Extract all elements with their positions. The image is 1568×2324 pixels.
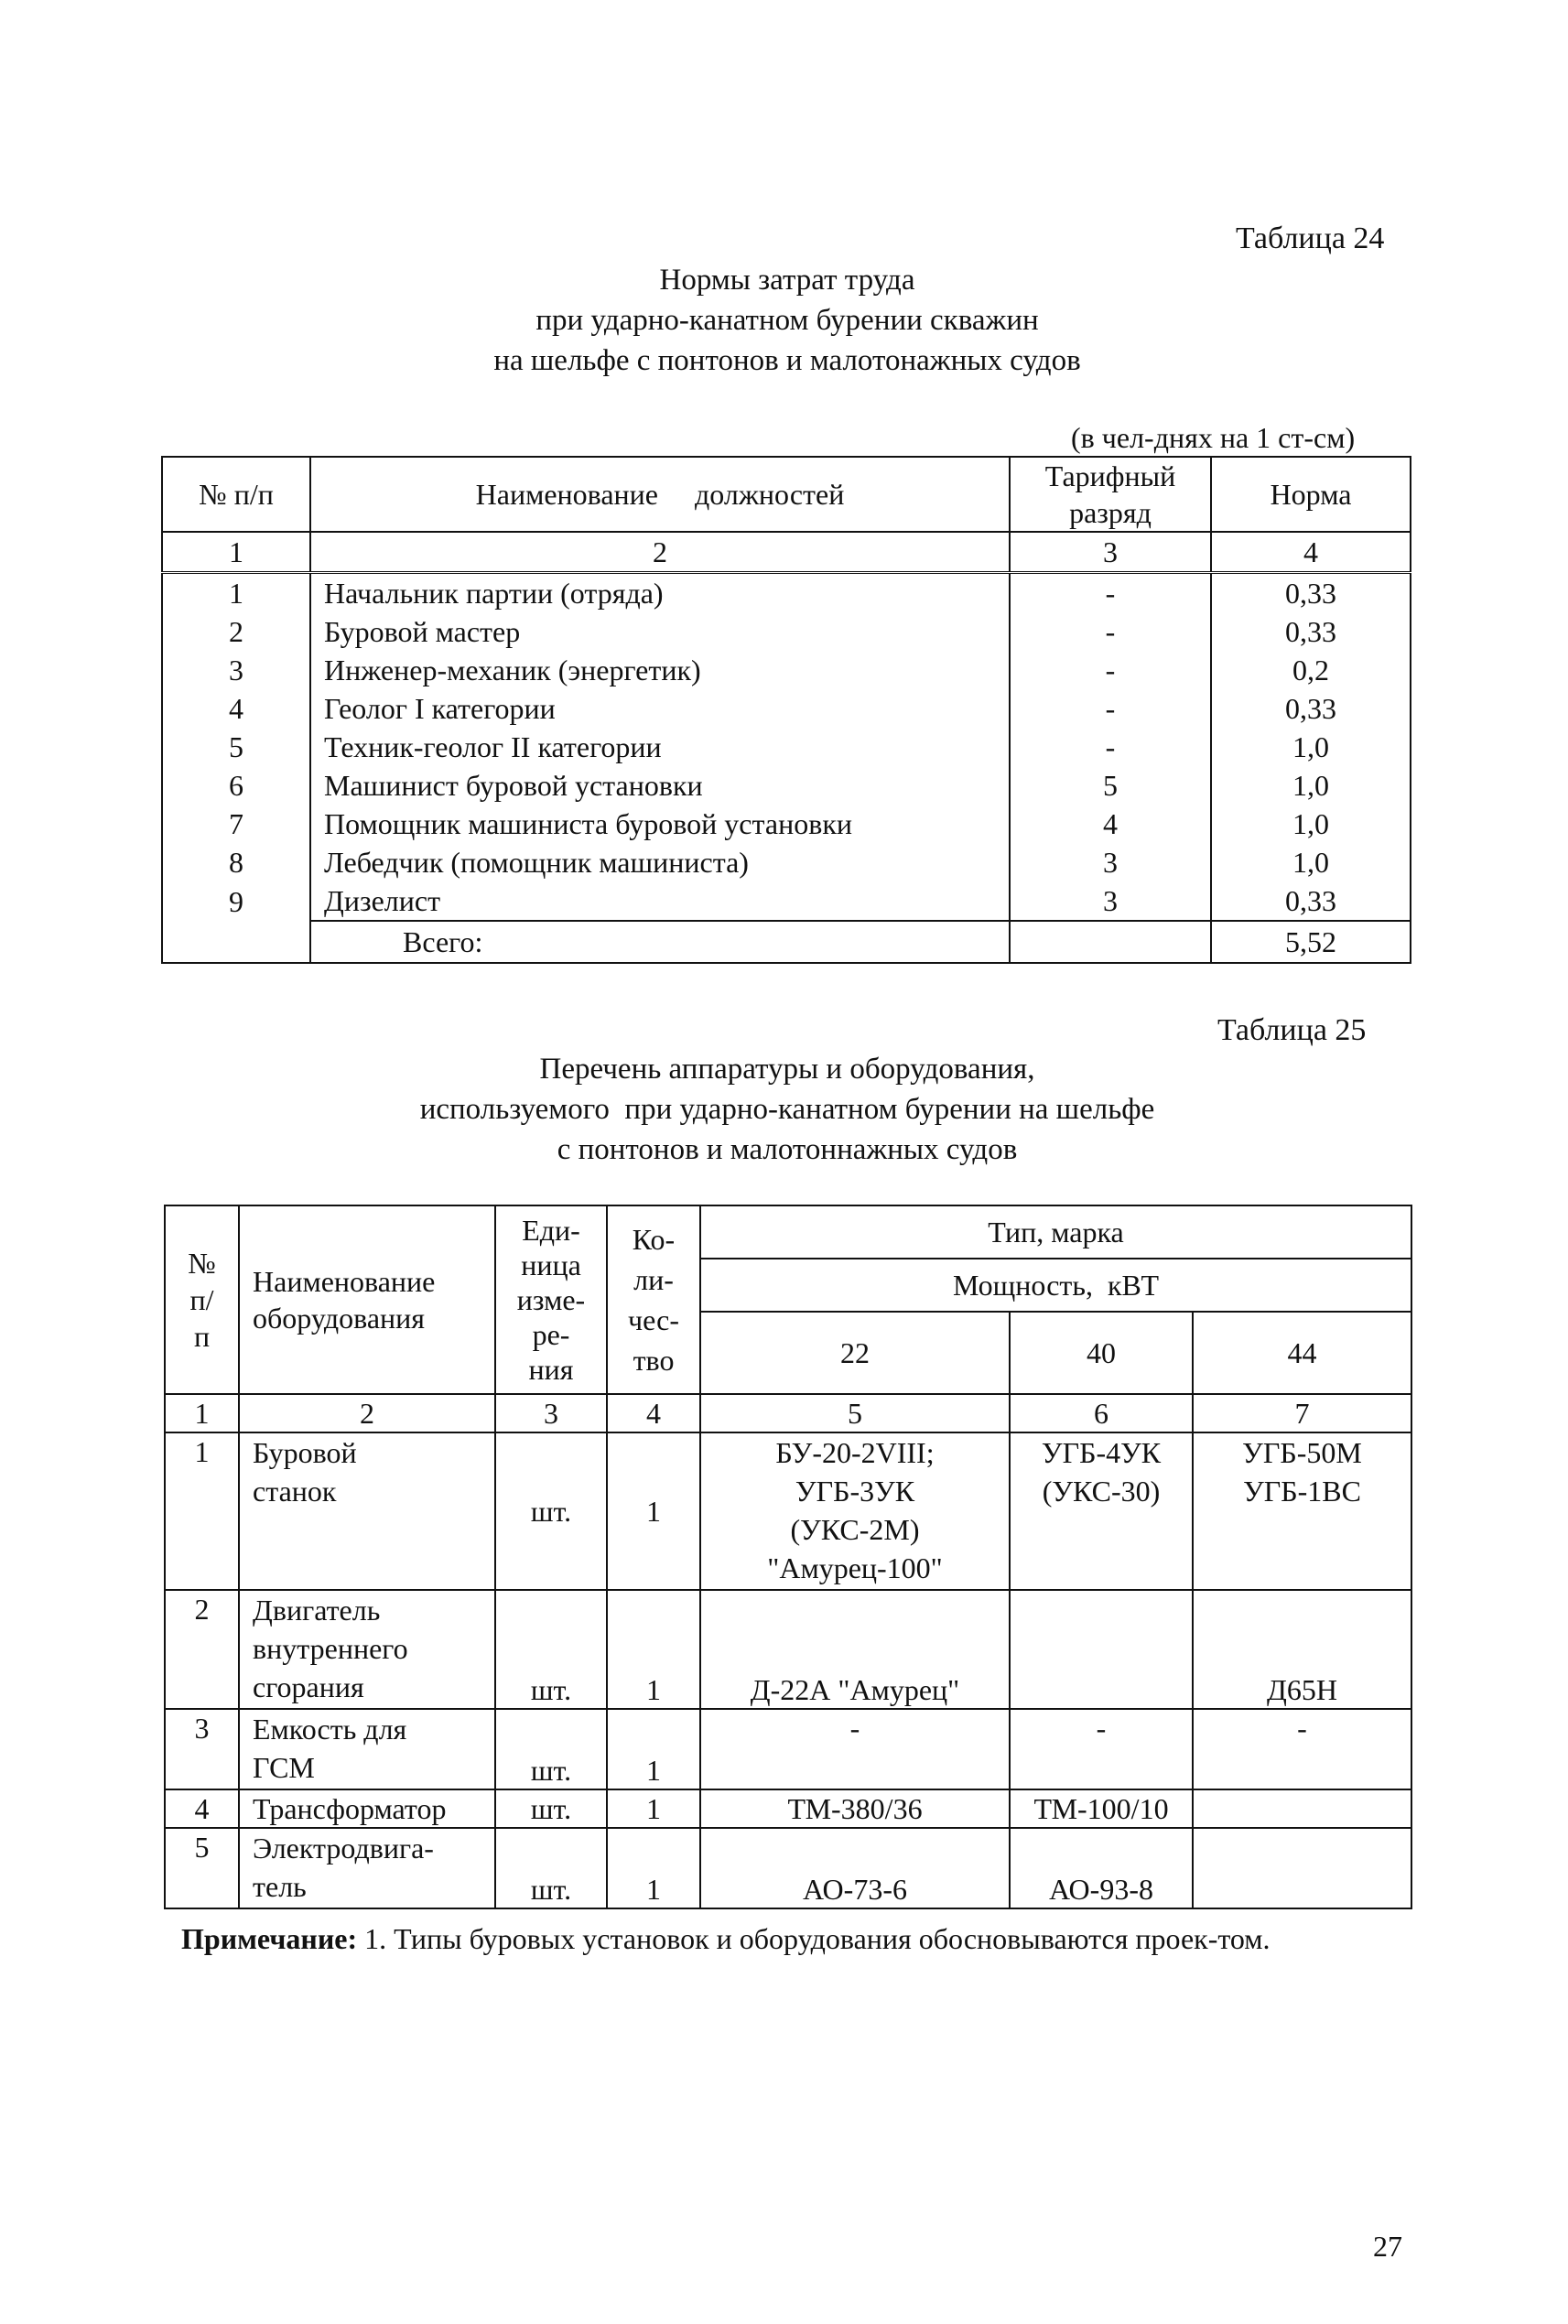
row-equipment [239, 1828, 495, 1908]
row-position: Дизелист [310, 881, 1010, 921]
table-row [165, 1828, 1411, 1908]
row-num: 1 [165, 1432, 239, 1590]
row-type-40: ТМ-100/10 [1010, 1789, 1193, 1828]
row-grade: 3 [1010, 843, 1211, 881]
row-num: 4 [165, 1789, 239, 1828]
table-row [162, 805, 1411, 843]
col-number: 1 [162, 532, 310, 573]
row-qty: 1 [607, 1432, 700, 1590]
table-header-row [165, 1205, 1411, 1259]
row-position: Геолог I категории [310, 689, 1010, 728]
table25-title-line: с понтонов и малотоннажных судов [557, 1133, 1018, 1166]
table-row [165, 1432, 1411, 1590]
total-value: 5,52 [1211, 921, 1411, 963]
col-number: 1 [165, 1394, 239, 1432]
table24-unit-note: (в чел-днях на 1 ст-см) [1071, 421, 1356, 454]
table-row [162, 651, 1411, 689]
row-type-40: АО-93-8 [1010, 1828, 1193, 1908]
page-number: 27 [1373, 2230, 1402, 2263]
row-grade: 5 [1010, 766, 1211, 805]
row-unit: шт. [495, 1590, 607, 1709]
labor-norms-table [161, 456, 1411, 964]
total-label: Всего: [310, 921, 1010, 963]
column-numbers-row [165, 1394, 1411, 1432]
table25-note [161, 1919, 1410, 1959]
total-empty-cell [162, 921, 310, 963]
row-type-44 [1193, 1828, 1411, 1908]
row-num: 9 [162, 881, 310, 921]
row-norm: 1,0 [1211, 805, 1411, 843]
table-row [162, 766, 1411, 805]
row-num: 4 [162, 689, 310, 728]
header-qty [607, 1205, 700, 1394]
row-grade: - [1010, 651, 1211, 689]
header-grade: Тарифный разряд [1010, 457, 1211, 532]
row-type-40 [1010, 1590, 1193, 1709]
header-unit-text: Еди- ница изме- ре- ния [516, 1214, 586, 1386]
note-label: Примечание: [181, 1922, 358, 1955]
table-row [162, 689, 1411, 728]
row-type-22: - [700, 1709, 1010, 1789]
row-type-44: Д65Н [1193, 1590, 1411, 1709]
total-row [162, 921, 1411, 963]
row-type-44 [1193, 1432, 1411, 1590]
column-numbers-row [162, 532, 1411, 573]
col-number: 4 [607, 1394, 700, 1432]
row-num: 5 [165, 1828, 239, 1908]
table-row [165, 1709, 1411, 1789]
table25-label: Таблица 25 [1217, 1013, 1367, 1047]
header-num: № п/п [162, 457, 310, 532]
row-position: Буровой мастер [310, 612, 1010, 651]
table-row [162, 843, 1411, 881]
row-grade: 4 [1010, 805, 1211, 843]
row-equipment-text: Электродвига-тель [253, 1832, 434, 1903]
row-norm: 0,2 [1211, 651, 1411, 689]
row-type-22: АО-73-6 [700, 1828, 1010, 1908]
table25-title-line: используемого при ударно-канатном бурении на шельфе [419, 1093, 1155, 1126]
table-row [162, 881, 1411, 921]
row-grade: 3 [1010, 881, 1211, 921]
row-num: 5 [162, 728, 310, 766]
row-norm: 0,33 [1211, 689, 1411, 728]
table25-title [275, 1049, 1300, 1170]
row-position: Инженер-механик (энергетик) [310, 651, 1010, 689]
row-norm: 1,0 [1211, 728, 1411, 766]
table24-title [348, 260, 1227, 381]
row-num: 6 [162, 766, 310, 805]
row-position: Начальник партии (отряда) [310, 573, 1010, 613]
row-type-40: - [1010, 1709, 1193, 1789]
row-position: Машинист буровой установки [310, 766, 1010, 805]
col-number: 3 [1010, 532, 1211, 573]
row-equipment [239, 1432, 495, 1590]
row-type-44: - [1193, 1709, 1411, 1789]
table25-title-line: Перечень аппаратуры и оборудования, [539, 1053, 1035, 1086]
header-norm: Норма [1211, 457, 1411, 532]
row-grade: - [1010, 728, 1211, 766]
row-equipment: Трансформатор [239, 1789, 495, 1828]
header-num [165, 1205, 239, 1394]
table-row [165, 1590, 1411, 1709]
row-unit: шт. [495, 1828, 607, 1908]
header-qty-text: Ко- ли- чес- тво [628, 1223, 679, 1377]
row-type-22-text: БУ-20-2VIII; УГБ-3УК (УКС-2М) "Амурец-100" [767, 1436, 943, 1584]
row-type-44 [1193, 1789, 1411, 1828]
col-number: 2 [239, 1394, 495, 1432]
table24-title-line: Нормы затрат труда [659, 264, 915, 297]
row-qty: 1 [607, 1789, 700, 1828]
row-num: 2 [165, 1590, 239, 1709]
row-position: Помощник машиниста буровой установки [310, 805, 1010, 843]
row-norm: 1,0 [1211, 843, 1411, 881]
header-type: Тип, марка [700, 1205, 1411, 1259]
col-number: 2 [310, 532, 1010, 573]
row-grade: - [1010, 573, 1211, 613]
table-row [165, 1789, 1411, 1828]
row-equipment-text: Емкость для ГСМ [253, 1713, 407, 1784]
table24-label: Таблица 24 [1236, 222, 1385, 255]
header-name: Наименование оборудования [239, 1205, 495, 1394]
row-position: Техник-геолог II категории [310, 728, 1010, 766]
row-equipment-text: Буровой станок [253, 1436, 357, 1508]
row-unit: шт. [495, 1709, 607, 1789]
row-num: 8 [162, 843, 310, 881]
table-header-row [162, 457, 1411, 532]
row-type-44-text: УГБ-50М УГБ-1ВС [1242, 1436, 1362, 1508]
row-type-40 [1010, 1432, 1193, 1590]
col-number: 3 [495, 1394, 607, 1432]
row-equipment-text: Двигатель внутреннего сгорания [253, 1594, 408, 1703]
row-norm: 1,0 [1211, 766, 1411, 805]
row-type-22: ТМ-380/36 [700, 1789, 1010, 1828]
header-num-text: № п/ п [188, 1247, 216, 1353]
row-type-40-text: УГБ-4УК (УКС-30) [1041, 1436, 1162, 1508]
table-row [162, 573, 1411, 613]
header-power-44: 44 [1193, 1312, 1411, 1394]
row-num: 2 [162, 612, 310, 651]
row-type-22: Д-22А "Амурец" [700, 1590, 1010, 1709]
table24-title-line: при ударно-канатном бурении скважин [535, 304, 1039, 337]
row-qty: 1 [607, 1590, 700, 1709]
row-grade: - [1010, 689, 1211, 728]
row-position: Лебедчик (помощник машиниста) [310, 843, 1010, 881]
row-num: 3 [165, 1709, 239, 1789]
header-power-40: 40 [1010, 1312, 1193, 1394]
row-norm: 0,33 [1211, 573, 1411, 613]
row-unit: шт. [495, 1789, 607, 1828]
equipment-table [164, 1205, 1412, 1909]
row-unit: шт. [495, 1432, 607, 1590]
header-power: Мощность, кВТ [700, 1259, 1411, 1312]
row-qty: 1 [607, 1709, 700, 1789]
row-equipment [239, 1709, 495, 1789]
row-num: 3 [162, 651, 310, 689]
col-number: 4 [1211, 532, 1411, 573]
col-number: 7 [1193, 1394, 1411, 1432]
row-type-22 [700, 1432, 1010, 1590]
row-num: 1 [162, 573, 310, 613]
table-row [162, 612, 1411, 651]
col-number: 5 [700, 1394, 1010, 1432]
header-power-22: 22 [700, 1312, 1010, 1394]
table24-title-line: на шельфе с понтонов и малотонажных судов [493, 344, 1081, 377]
header-unit [495, 1205, 607, 1394]
row-norm: 0,33 [1211, 612, 1411, 651]
row-qty: 1 [607, 1828, 700, 1908]
table-row [162, 728, 1411, 766]
note-text: 1. Типы буровых установок и оборудования обосновываются проек-том. [357, 1922, 1271, 1955]
row-equipment [239, 1590, 495, 1709]
total-empty-cell [1010, 921, 1211, 963]
row-num: 7 [162, 805, 310, 843]
row-grade: - [1010, 612, 1211, 651]
row-norm: 0,33 [1211, 881, 1411, 921]
header-name: Наименование должностей [310, 457, 1010, 532]
col-number: 6 [1010, 1394, 1193, 1432]
